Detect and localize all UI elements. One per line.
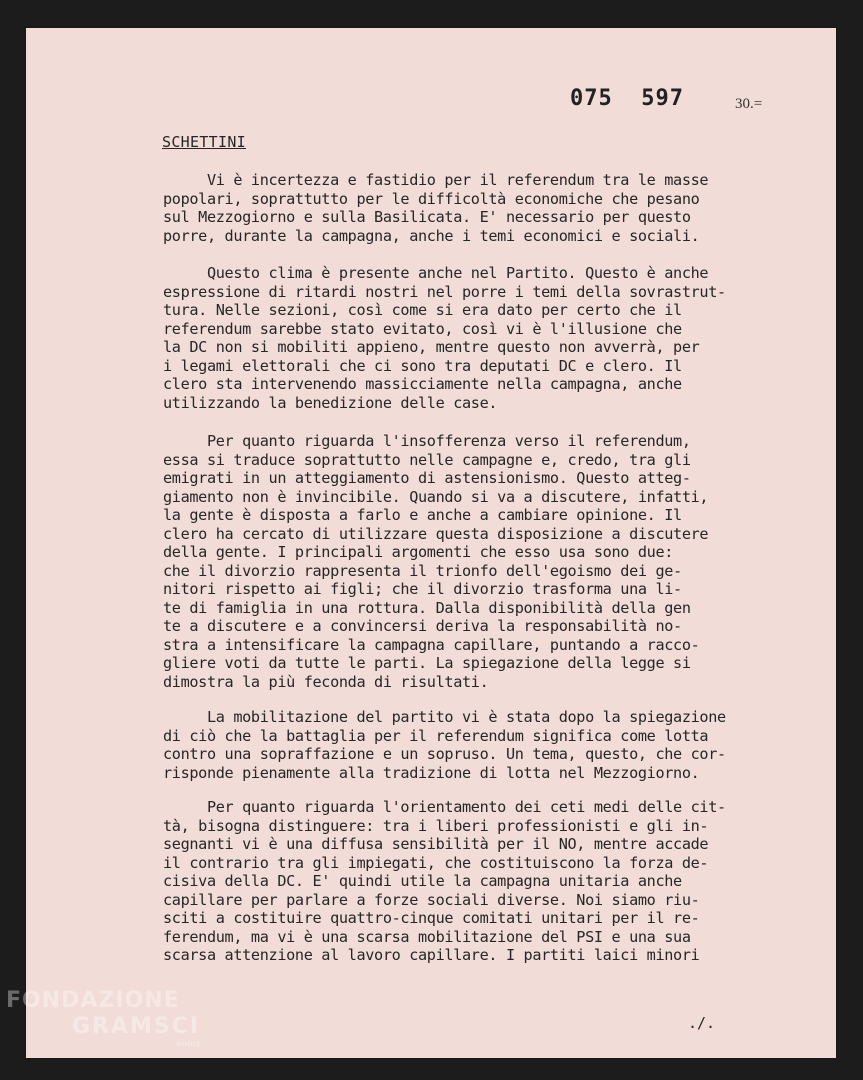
paragraph-3: Per quanto riguarda l'insofferenza verso il referendum, essa si traduce soprattutto nelle campagne e, credo, tra gli emigrati in un atteggiamento di astensionismo. Questo atteg- giamento non è invincibile. Quando si va a discutere, infatti, la gente è disposta a farlo e anche a cambiare opinione. Il clero ha cercato di utilizzare questa disposizione a discutere della gente. I principali argomenti che esso usa sono due: che il divorzio rappresenta il trionfo dell'egoismo dei ge- nitori rispetto ai figli; che il divorzio trasforma una li- te di famiglia in una rottura. Dalla disponibilità della gen te a discutere e a convincersi deriva la responsabilità no- stra a intensificare la campagna capillare, puntando a racco- gliere voti da tutte le parti. La spiegazione della legge si dimostra la più feconda di risultati.	[163, 432, 709, 691]
watermark-line-2: GRAMSCI	[72, 1014, 201, 1039]
paragraph-1: Vi è incertezza e fastidio per il referendum tra le masse popolari, soprattutto per le difficoltà economiche che pesano sul Mezzogiorno e sulla Basilicata. E' necessario per questo porre, durante la campagna, anche i temi economici e sociali.	[163, 171, 709, 245]
paragraph-2: Questo clima è presente anche nel Partito. Questo è anche espressione di ritardi nostri nel porre i temi della sovrastrut- tura. Nelle sezioni, così come si era dato per certo che il referendum sarebbe stato evitato, così vi è l'illusione che la DC non si mobiliti appieno, mentre questo non avverrà, per i legami elettorali che ci sono tra deputati DC e clero. Il clero sta intervenendo massicciamente nella campagna, anche utilizzando la benedizione delle case.	[163, 264, 726, 412]
watermark-line-3: onlus	[176, 1039, 201, 1048]
paragraph-4: La mobilitazione del partito vi è stata dopo la spiegazione di ciò che la battaglia per il referendum significa come lotta contro una sopraffazione e un sopruso. Un tema, questo, che cor- risponde pienamente alla tradizione di lotta nel Mezzogiorno.	[163, 708, 726, 782]
paragraph-5: Per quanto riguarda l'orientamento dei ceti medi delle cit- tà, bisogna distinguere: tra i liberi professionisti e gli in- segnanti vi è una diffusa sensibilità per il NO, mentre accade il contrario tra gli impiegati, che costituiscono la forza de- cisiva della DC. E' quindi utile la campagna unitaria anche capillare per parlare a forze sociali diverse. Noi siamo riu- sciti a costituire quattro-cinque comitati unitari per il re- ferendum, ma vi è una scarsa mobilitazione del PSI e una sua scarsa attenzione al lavoro capillare. I partiti laici minori	[163, 798, 726, 964]
speaker-heading: SCHETTINI	[162, 133, 246, 151]
continuation-mark: ./.	[688, 1014, 716, 1032]
page-number: 30.=	[735, 96, 763, 112]
document-number: 075 597	[570, 86, 684, 111]
watermark-line-1: FONDAZIONE	[6, 988, 180, 1013]
fondazione-gramsci-watermark	[6, 988, 200, 1048]
